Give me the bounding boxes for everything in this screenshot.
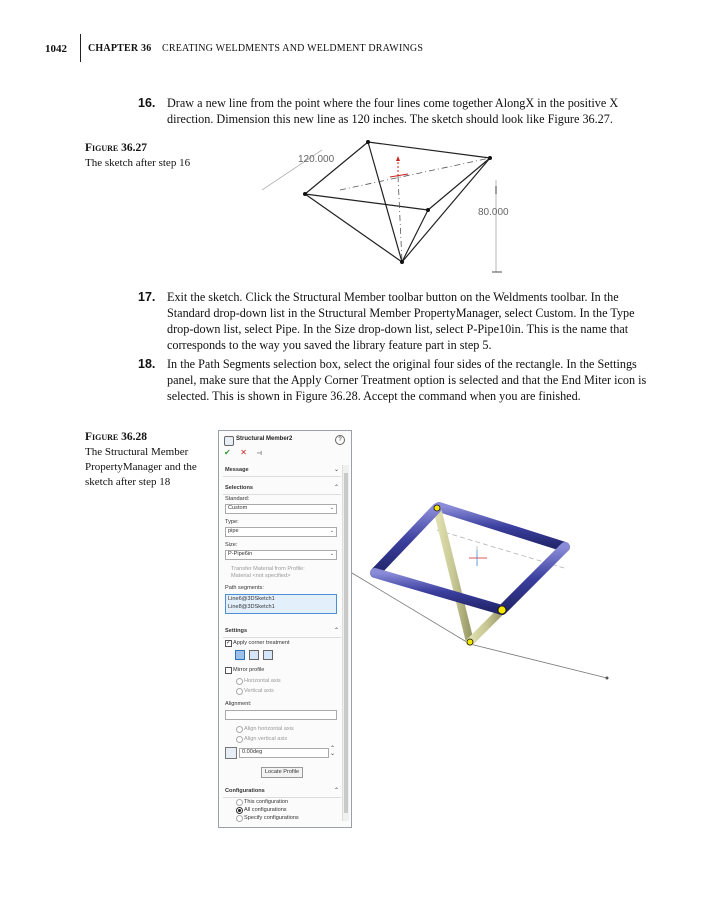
settings-section-header[interactable]: Settings ⌃: [223, 627, 341, 638]
mirror-profile-checkbox[interactable]: [225, 667, 232, 674]
pm-title-row: [224, 435, 347, 447]
path-segments-list[interactable]: [225, 594, 337, 614]
figure-caption-36-28: [85, 430, 213, 490]
all-configurations-radio[interactable]: [236, 807, 243, 814]
type-select[interactable]: pipe ⌄: [225, 527, 337, 537]
list-item[interactable]: Line6@3DSketch1: [228, 596, 275, 602]
structural-member-property-manager: [218, 430, 352, 828]
sketch-point: [366, 140, 370, 144]
figure-caption-text: The Structural Member PropertyManager and the sketch after step 18: [85, 446, 197, 488]
this-configuration-radio[interactable]: [236, 799, 243, 806]
vertical-axis-label: Vertical axis: [244, 688, 274, 694]
end-butt1-icon[interactable]: [249, 650, 259, 660]
pipe-segment: [375, 573, 502, 610]
selected-pipe: [470, 610, 502, 642]
page-number: 1042: [45, 43, 67, 55]
sketch-point: [426, 208, 430, 212]
sketch-point: [400, 260, 404, 264]
cancel-button[interactable]: ✕: [240, 448, 247, 457]
figure-label: Figure 36.27: [85, 142, 148, 154]
vertical-axis-radio[interactable]: [236, 688, 243, 695]
selected-vertex: [434, 505, 440, 511]
align-vertical-radio[interactable]: [236, 736, 243, 743]
sketch-point: [488, 156, 492, 160]
end-miter-icon[interactable]: [235, 650, 245, 660]
specify-configurations-label: Specify configurations: [244, 815, 299, 821]
pin-icon[interactable]: ⊣: [256, 451, 263, 457]
step-text: In the Path Segments selection box, select the original four sides of the rectangle. In the Settings panel, make sure that the Apply Corner Treatment option is selected and that the End Miter icon is selected. This is shown in Figure 36.28. Accept the command when you are finished.: [167, 357, 647, 403]
specify-configurations-radio[interactable]: [236, 815, 243, 822]
alignment-input[interactable]: [225, 710, 337, 720]
sketch-edge: [368, 142, 490, 158]
weldment-view: [352, 490, 614, 730]
chevron-up-icon[interactable]: ⌃: [333, 788, 339, 794]
this-configuration-label: This configuration: [244, 799, 289, 805]
step-16: [138, 95, 653, 127]
horizontal-axis-radio[interactable]: [236, 678, 243, 685]
chevron-down-icon: ⌄: [329, 505, 334, 511]
step-17: [138, 289, 653, 353]
sketch-edge: [402, 158, 490, 262]
apply-corner-checkbox[interactable]: ✓: [226, 640, 232, 646]
step-18: [138, 356, 653, 404]
align-horizontal-radio[interactable]: [236, 726, 243, 733]
chevron-up-icon[interactable]: ⌃: [333, 628, 339, 634]
angle-input[interactable]: 0.00deg: [239, 748, 329, 758]
transfer-material-label: Transfer Material from Profile:: [231, 566, 305, 572]
configurations-section-header[interactable]: Configurations ⌃: [223, 787, 341, 798]
message-section-header[interactable]: Message ⌄: [223, 466, 341, 477]
pm-title: Structural Member2: [236, 436, 293, 442]
pm-scrollbar[interactable]: [342, 465, 349, 821]
pm-actions: [224, 448, 270, 458]
type-label: Type:: [225, 519, 239, 525]
chevron-down-icon[interactable]: ⌄: [333, 467, 339, 473]
sketch-point: [303, 192, 307, 196]
header-divider: [80, 34, 81, 62]
horizontal-axis-label: Horizontal axis: [244, 678, 281, 684]
help-icon[interactable]: ?: [335, 435, 345, 445]
size-select[interactable]: P-Pipe6in ⌄: [225, 550, 337, 560]
sketch-point: [606, 677, 609, 680]
standard-select[interactable]: Custom ⌄: [225, 504, 337, 514]
sketch-edge: [428, 158, 490, 210]
alignment-label: Alignment:: [225, 701, 252, 707]
scrollbar-thumb[interactable]: [344, 473, 348, 813]
ok-button[interactable]: ✔: [224, 448, 231, 457]
pipe-segment: [375, 508, 437, 573]
align-vertical-label: Align vertical axis: [244, 736, 288, 742]
step-text: Draw a new line from the point where the four lines come together AlongX in the positive X direction. Dimension this new line as 120 inches. The sketch should look like Figure 36.27.: [167, 96, 619, 126]
selected-vertex: [467, 639, 473, 645]
construction-line: [470, 644, 607, 678]
sketch-figure: [250, 130, 520, 280]
standard-label: Standard:: [225, 496, 250, 502]
pipe-segment: [502, 547, 565, 610]
step-number: 18.: [138, 357, 156, 371]
step-number: 17.: [138, 290, 156, 304]
chevron-down-icon: ⌄: [329, 528, 334, 534]
structural-member-icon: [224, 436, 234, 446]
chapter-label: CHAPTER 36: [88, 43, 152, 54]
all-configurations-label: All configurations: [244, 807, 287, 813]
step-text: Exit the sketch. Click the Structural Member toolbar button on the Weldments toolbar. In the Standard drop-down list in the Structural Member PropertyManager, select Custom. In the Type drop-down list, select Pipe. In the Size drop-down list, select P-Pipe10in. This is the name that corresponds to the way you saved the library feature part in step 5.: [167, 290, 635, 352]
list-item[interactable]: Line8@3DSketch1: [228, 604, 275, 610]
locate-profile-button[interactable]: Locate Profile: [261, 767, 303, 778]
angle-icon: [225, 747, 237, 759]
origin-axis: [390, 174, 408, 177]
end-butt2-icon[interactable]: [263, 650, 273, 660]
dimension-height: 80.000: [478, 207, 509, 218]
mirror-profile-label: Mirror profile: [233, 667, 265, 673]
figure-label: Figure 36.28: [85, 431, 148, 443]
selected-vertex: [498, 606, 506, 614]
dimension-width: 120.000: [298, 154, 335, 165]
apply-corner-label: Apply corner treatment: [233, 640, 290, 646]
figure-caption-text: The sketch after step 16: [85, 157, 191, 169]
align-horizontal-label: Align horizontal axis: [244, 726, 294, 732]
path-segments-label: Path segments:: [225, 585, 264, 591]
size-label: Size:: [225, 542, 238, 548]
material-text: Material <not specified>: [231, 573, 291, 579]
chapter-title: CREATING WELDMENTS AND WELDMENT DRAWINGS: [162, 43, 424, 54]
figure-caption-36-27: [85, 141, 210, 171]
angle-spinner[interactable]: ⌃ ⌄: [330, 746, 336, 757]
chevron-down-icon: ⌄: [329, 551, 334, 557]
chevron-up-icon[interactable]: ⌃: [333, 485, 339, 491]
step-number: 16.: [138, 96, 156, 110]
selected-pipe: [437, 508, 470, 642]
origin-arrow: [396, 156, 400, 161]
selections-section-header[interactable]: Selections ⌃: [223, 484, 341, 495]
pipe-segment: [439, 507, 565, 547]
